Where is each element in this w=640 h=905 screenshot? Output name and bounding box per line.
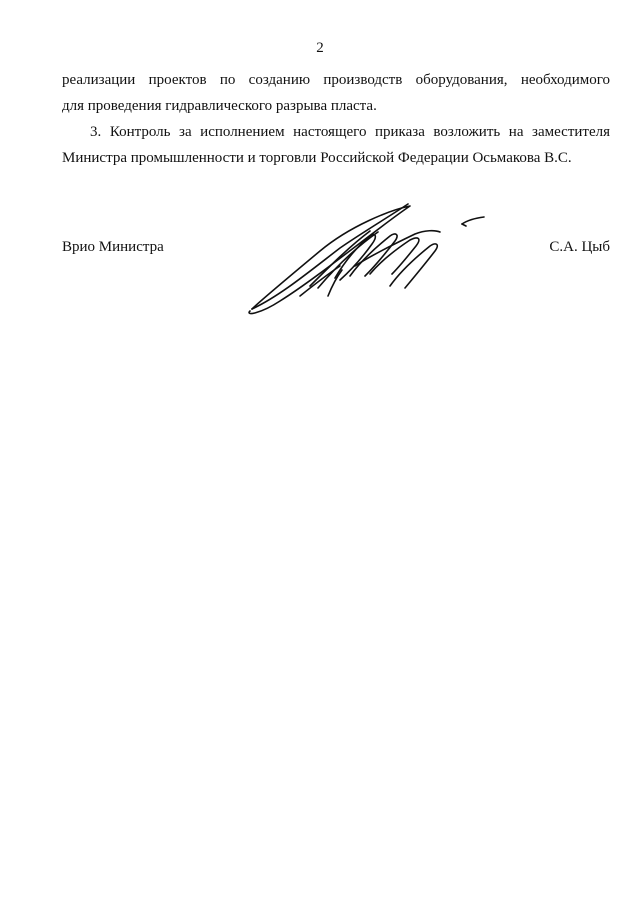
paragraph-line: Министра промышленности и торговли Российской Федерации Осьмакова В.С.	[62, 150, 572, 166]
page-number: 2	[316, 40, 324, 56]
handwritten-signature-icon	[240, 196, 490, 321]
signatory-name: С.А. Цыб	[549, 239, 610, 255]
paragraph-line: 3. Контроль за исполнением настоящего приказа возложить на заместителя	[90, 124, 610, 140]
paragraph-2	[62, 119, 610, 171]
signatory-position: Врио Министра	[62, 239, 164, 255]
paragraph-line: для проведения гидравлического разрыва пласта.	[62, 98, 377, 114]
paragraph-1	[62, 67, 610, 119]
paragraph-line: реализации проектов по созданию производств оборудования, необходимого	[62, 72, 610, 88]
